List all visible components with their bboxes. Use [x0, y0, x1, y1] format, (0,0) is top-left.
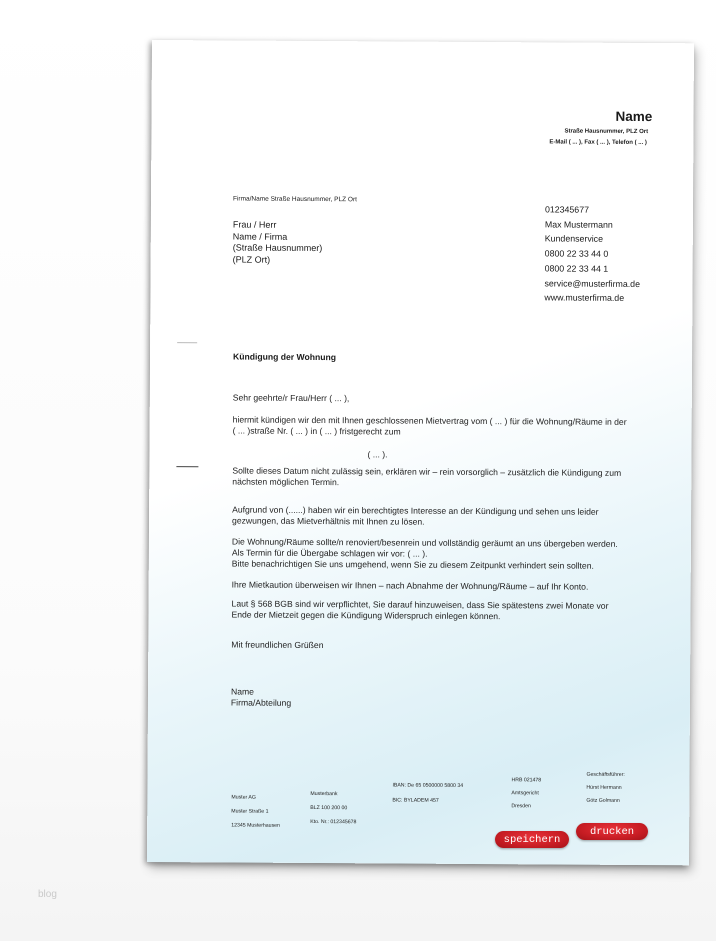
- footer-line: Muster AG: [231, 794, 256, 801]
- footer-line: Amtsgericht: [511, 790, 539, 797]
- contact-department: Kundenservice: [544, 233, 604, 245]
- text-line: Die Wohnung/Räume sollte/n renoviert/besenrein und vollständig geräumt an uns übergeben werden.: [231, 536, 618, 549]
- footer-line: Musterbank: [310, 790, 338, 798]
- signature-department: Firma/Abteilung: [230, 697, 292, 708]
- sender-line: Firma/Name Straße Hausnummer, PLZ Ort: [233, 195, 357, 204]
- text-line: Als Termin für die Übergabe schlagen wir vor: ( ... ).: [231, 547, 428, 559]
- footer-line: BIC: BYLADEM 457: [392, 797, 439, 804]
- watermark-text: blog: [38, 889, 57, 900]
- text-line: hiermit kündigen wir den mit Ihnen geschlossenen Mietvertrag vom ( ... ) für die Wohnung/Räume in der: [232, 414, 627, 427]
- footer-line: 12345 Musterhausen: [231, 822, 280, 829]
- footer-bank: [310, 787, 356, 829]
- text-line: Bitte benachrichtigen Sie uns umgehend, wenn Sie zu diesem Zeitpunkt verhindert sein sollten.: [231, 558, 594, 571]
- contact-email: service@musterfirma.de: [544, 277, 641, 289]
- paragraph-termination: [233, 415, 627, 439]
- letterhead-name: Name: [615, 108, 653, 125]
- footer-line: Götz Golmann: [586, 797, 620, 804]
- footer-iban: [392, 778, 463, 808]
- contact-person: Max Mustermann: [544, 219, 613, 230]
- footer-management: [586, 769, 625, 808]
- footer-line: Muster Straße 1: [231, 808, 269, 815]
- paragraph-legal-notice: [231, 598, 608, 622]
- recipient-line: (PLZ Ort): [232, 253, 271, 265]
- print-button[interactable]: drucken: [576, 823, 648, 840]
- recipient-address: [233, 219, 323, 266]
- paragraph-handover: [232, 536, 618, 571]
- text-line: ( ... )straße Nr. ( ... ) in ( ... ) fristgerecht zum: [232, 425, 401, 437]
- text-line: Aufgrund von (......) haben wir ein berechtigtes Interesse an der Kündigung und sehen uns leider: [232, 504, 599, 517]
- contact-website: www.musterfirma.de: [544, 292, 625, 304]
- recipient-line: (Straße Hausnummer): [232, 242, 323, 254]
- recipient-line: Frau / Herr: [232, 219, 277, 230]
- footer-company: [231, 790, 280, 832]
- contact-block: [544, 202, 640, 306]
- letter-page: [147, 40, 694, 865]
- footer-register: [511, 774, 541, 813]
- termination-date: ( ... ).: [367, 449, 388, 460]
- save-button[interactable]: speichern: [495, 831, 569, 848]
- text-line: Laut § 568 BGB sind wir verpflichtet, Sie darauf hinzuweisen, dass Sie spätestens zwei Monate vor: [231, 598, 609, 611]
- text-line: gezwungen, das Mietverhältnis mit Ihnen zu lösen.: [232, 515, 425, 527]
- footer-line: HRB 021478: [511, 777, 542, 784]
- text-line: Ende der Mietzeit gegen die Kündigung Widerspruch einlegen können.: [231, 609, 501, 621]
- paragraph-deposit: Ihre Mietkaution überweisen wir Ihnen – nach Abnahme der Wohnung/Räume – auf Ihr Konto.: [231, 579, 589, 592]
- footer-line: IBAN: De 65 0500000 5800 34: [392, 782, 464, 789]
- letterhead-contact: E-Mail ( ... ), Fax ( ... ), Telefon ( ... ): [549, 139, 647, 147]
- footer-line: Hürst Hermann: [586, 784, 622, 791]
- recipient-line: Name / Firma: [232, 230, 288, 242]
- paragraph-reason: [232, 504, 599, 528]
- salutation: Sehr geehrte/r Frau/Herr ( ... ),: [232, 392, 350, 404]
- footer-line: Kto. Nr.: 012345678: [310, 818, 357, 826]
- contact-phone: 0800 22 33 44 0: [544, 248, 609, 259]
- footer-line: Dresden: [511, 803, 531, 810]
- footer-line: BLZ 100 200 00: [310, 804, 348, 812]
- closing: Mit freundlichen Grüßen: [231, 639, 324, 651]
- signature-block: [231, 686, 291, 708]
- contact-reference: 012345677: [544, 204, 590, 215]
- paragraph-fallback: [232, 465, 621, 489]
- signature-name: Name: [230, 686, 254, 697]
- letterhead-address: Straße Hausnummer, PLZ Ort: [564, 128, 649, 136]
- contact-fax: 0800 22 33 44 1: [544, 263, 609, 274]
- text-line: nächsten möglichen Termin.: [232, 476, 340, 487]
- subject-line: Kündigung der Wohnung: [233, 351, 337, 363]
- footer-line: Geschäftsführer:: [586, 771, 625, 778]
- punch-mark: [176, 466, 198, 467]
- fold-mark: [177, 342, 197, 343]
- text-line: Sollte dieses Datum nicht zulässig sein, erklären wir – rein vorsorglich – zusätzlich die Kündigung zum: [232, 465, 622, 478]
